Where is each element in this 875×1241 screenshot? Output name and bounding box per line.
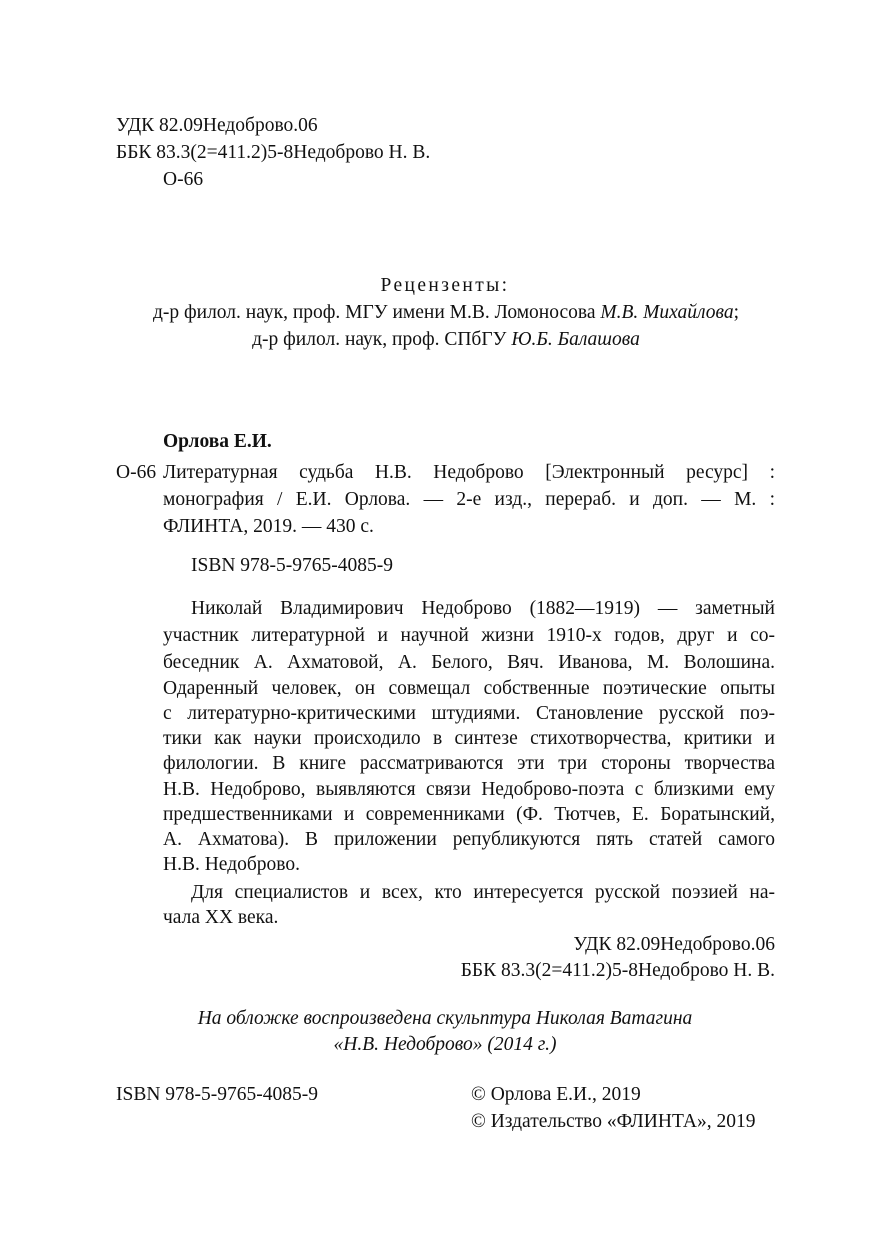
- abstract-line: тики как науки происходило в синтезе стихотворчества, критики и: [163, 728, 775, 749]
- bbk-code-right: ББК 83.3(2=411.2)5-8Недоброво Н. В.: [460, 960, 775, 981]
- entry-title-line-1: Литературная судьба Н.В. Недоброво [Электронный ресурс] :: [163, 462, 775, 483]
- reviewer-2: [116, 326, 776, 354]
- cover-note-line-2: «Н.В. Недоброво» (2014 г.): [333, 1034, 557, 1055]
- cover-note-line-1: На обложке воспроизведена скульптура Николая Ватагина: [197, 1008, 693, 1029]
- author-sign-code: О-66: [163, 169, 204, 190]
- entry-isbn: ISBN 978-5-9765-4085-9: [191, 555, 394, 576]
- reviewer-1-affiliation: д-р филол. наук, проф. МГУ имени М.В. Ломоносова: [152, 302, 601, 323]
- audience-line-last: чала XX века.: [163, 907, 279, 928]
- reviewers-heading: Рецензенты:: [380, 275, 510, 296]
- bbk-code: ББК 83.3(2=411.2)5-8Недоброво Н. В.: [116, 142, 431, 163]
- abstract-line: Н.В. Недоброво, выявляются связи Недоброво-поэта с близкими ему: [163, 779, 775, 800]
- abstract-line-last: Н.В. Недоброво.: [163, 854, 300, 875]
- footer-isbn: ISBN 978-5-9765-4085-9: [116, 1084, 319, 1105]
- udk-code-right: УДК 82.09Недоброво.06: [573, 934, 775, 955]
- abstract-line: беседник А. Ахматовой, А. Белого, Вяч. Иванова, М. Волошина.: [163, 652, 775, 673]
- abstract-line: предшественниками и современниками (Ф. Тютчев, Е. Боратынский,: [163, 804, 775, 825]
- reviewer-1-name: М.В. Михайлова: [600, 302, 734, 323]
- reviewer-2-name: Ю.Б. Балашова: [511, 329, 640, 350]
- reviewer-1: [116, 299, 776, 327]
- abstract-line: участник литературной и научной жизни 1910-х годов, друг и со-: [163, 625, 775, 646]
- entry-author: Орлова Е.И.: [163, 431, 272, 452]
- udk-code: УДК 82.09Недоброво.06: [116, 115, 318, 136]
- abstract-line: с литературно-критическими штудиями. Становление русской поэ-: [163, 703, 775, 724]
- audience-line: Для специалистов и всех, кто интересуется русской поэзией на-: [191, 882, 775, 903]
- copyright-publisher: © Издательство «ФЛИНТА», 2019: [471, 1111, 756, 1132]
- reviewer-1-punct: ;: [733, 302, 740, 323]
- entry-sign-code: О-66: [116, 462, 157, 483]
- abstract-line: Одаренный человек, он совмещал собственные поэтические опыты: [163, 678, 775, 699]
- entry-title-line-3: ФЛИНТА, 2019. — 430 с.: [163, 516, 374, 537]
- abstract-line: филологии. В книге рассматриваются эти три стороны творчества: [163, 753, 775, 774]
- abstract-line: Николай Владимирович Недоброво (1882—1919) — заметный: [191, 598, 775, 619]
- abstract-line: А. Ахматова). В приложении републикуются пять статей самого: [163, 829, 775, 850]
- reviewer-2-affiliation: д-р филол. наук, проф. СПбГУ: [252, 329, 512, 350]
- entry-title-line-2: монография / Е.И. Орлова. — 2-е изд., перераб. и доп. — М. :: [163, 489, 775, 510]
- copyright-author: © Орлова Е.И., 2019: [471, 1084, 641, 1105]
